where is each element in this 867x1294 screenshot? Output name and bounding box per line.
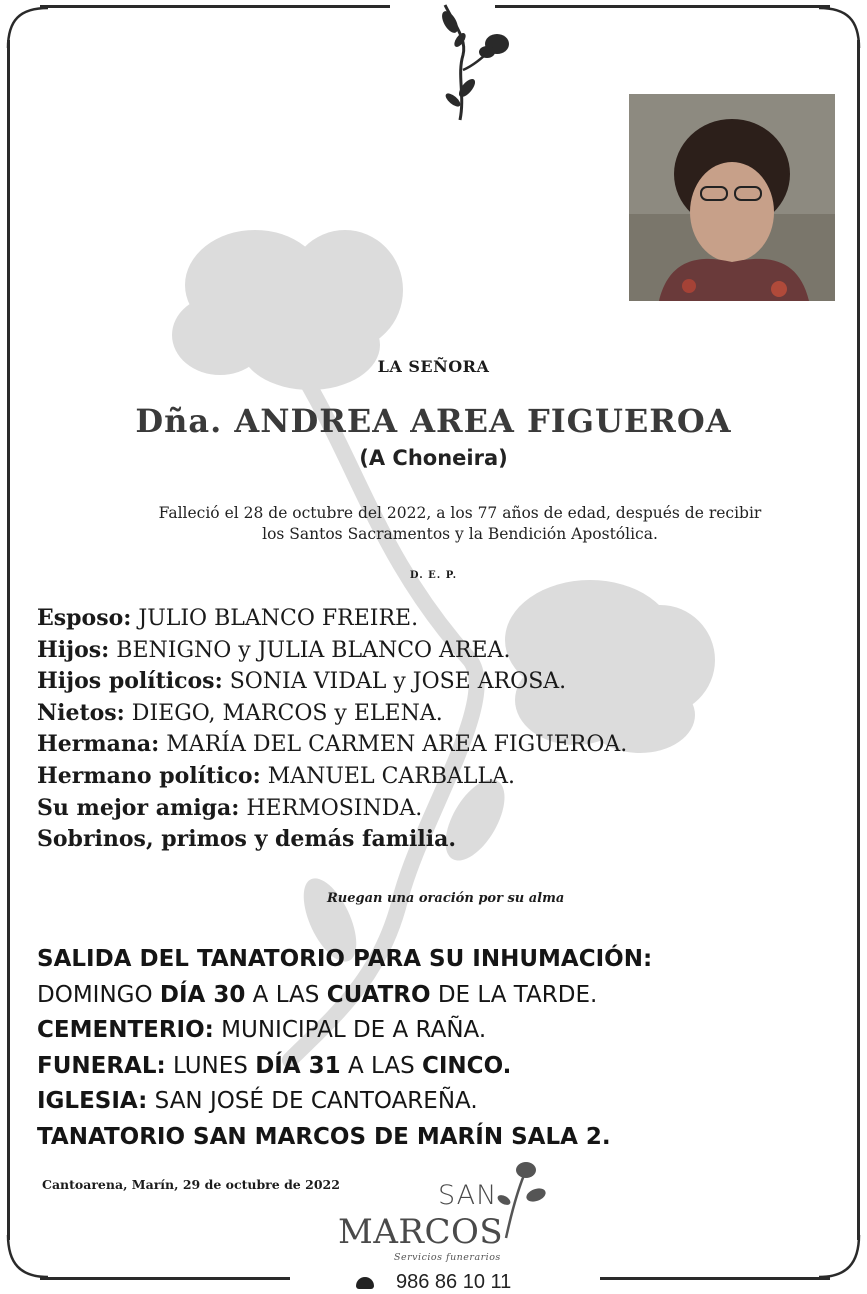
family-row-best-friend <box>37 793 627 825</box>
family-value: SONIA VIDAL y JOSE AROSA. <box>222 669 567 695</box>
funeral-home: TANATORIO SAN MARCOS DE MARÍN SALA 2. <box>37 1123 611 1150</box>
family-row-in-laws <box>37 666 627 698</box>
family-row-grandchildren <box>37 698 627 730</box>
funeral-time: CINCO. <box>422 1052 512 1079</box>
death-notice-line-2: los Santos Sacramentos y la Bendición Apostólica. <box>262 525 658 543</box>
family-label: Esposo: <box>37 605 132 631</box>
deceased-alias: (A Choneira) <box>359 446 508 470</box>
family-value: HERMOSINDA. <box>239 795 423 821</box>
family-row-spouse <box>37 603 627 635</box>
family-value: BENIGNO y JULIA BLANCO AREA. <box>109 637 511 663</box>
family-row-sister <box>37 729 627 761</box>
family-label: Su mejor amiga: <box>37 794 240 821</box>
departure-time: CUATRO <box>326 981 431 1008</box>
cemetery-row <box>37 1013 652 1049</box>
family-label: Sobrinos, primos y demás familia. <box>37 826 456 853</box>
logo-tagline: Servicios funerarios <box>394 1252 501 1263</box>
departure-text: DE LA TARDE. <box>430 981 598 1008</box>
deceased-name: Dña. ANDREA AREA FIGUEROA <box>135 402 732 440</box>
family-label: Hermano político: <box>37 762 261 789</box>
family-label: Hermana: <box>37 731 160 758</box>
family-value: DIEGO, MARCOS y ELENA. <box>124 700 443 726</box>
family-value: MARÍA DEL CARMEN AREA FIGUEROA. <box>159 732 628 758</box>
cemetery-value: MUNICIPAL DE A RAÑA. <box>213 1017 487 1044</box>
family-row-brother-in-law <box>37 761 627 793</box>
logo-marcos: MARCOS <box>338 1212 504 1252</box>
funeral-label: FUNERAL: <box>37 1052 166 1079</box>
prayer-request: Ruegan una oración por su alma <box>327 891 565 906</box>
san-marcos-logo <box>336 1160 556 1283</box>
family-label: Hijos: <box>37 636 110 663</box>
logo-san: SAN <box>438 1180 498 1211</box>
departure-heading: SALIDA DEL TANATORIO PARA SU INHUMACIÓN: <box>37 946 653 972</box>
family-value: JULIO BLANCO FREIRE. <box>131 606 419 631</box>
heading-label: LA SEÑORA <box>377 357 490 376</box>
phone-text: 986 86 10 11 <box>396 1271 512 1293</box>
family-label: Nietos: <box>37 699 125 726</box>
service-details <box>37 942 652 1156</box>
departure-text: A LAS <box>245 981 327 1008</box>
family-label: Hijos políticos: <box>37 668 223 695</box>
dep-text: D. E. P. <box>409 570 458 581</box>
funeral-text: A LAS <box>340 1052 422 1079</box>
departure-day: DÍA 30 <box>159 981 246 1008</box>
family-value: MANUEL CARBALLA. <box>260 763 516 789</box>
funeral-row <box>37 1049 652 1085</box>
portrait-photo <box>629 94 835 301</box>
death-notice-line-1: Falleció el 28 de octubre del 2022, a los 77 años de edad, después de recibir <box>158 504 762 522</box>
church-value: SAN JOSÉ DE CANTOAREÑA. <box>147 1088 478 1115</box>
family-list <box>37 603 627 856</box>
funeral-day: DÍA 31 <box>255 1052 341 1079</box>
family-row-children <box>37 635 627 667</box>
departure-text: DOMINGO <box>37 981 160 1008</box>
departure-detail <box>37 978 652 1014</box>
place-date: Cantoarena, Marín, 29 de octubre de 2022 <box>42 1177 340 1192</box>
rose-ornament-icon <box>405 0 515 130</box>
family-row-relatives <box>37 824 627 856</box>
funeral-text: LUNES <box>165 1052 256 1079</box>
death-notice <box>100 503 820 545</box>
church-row <box>37 1084 652 1120</box>
church-label: IGLESIA: <box>37 1088 148 1115</box>
cemetery-label: CEMENTERIO: <box>37 1017 214 1044</box>
